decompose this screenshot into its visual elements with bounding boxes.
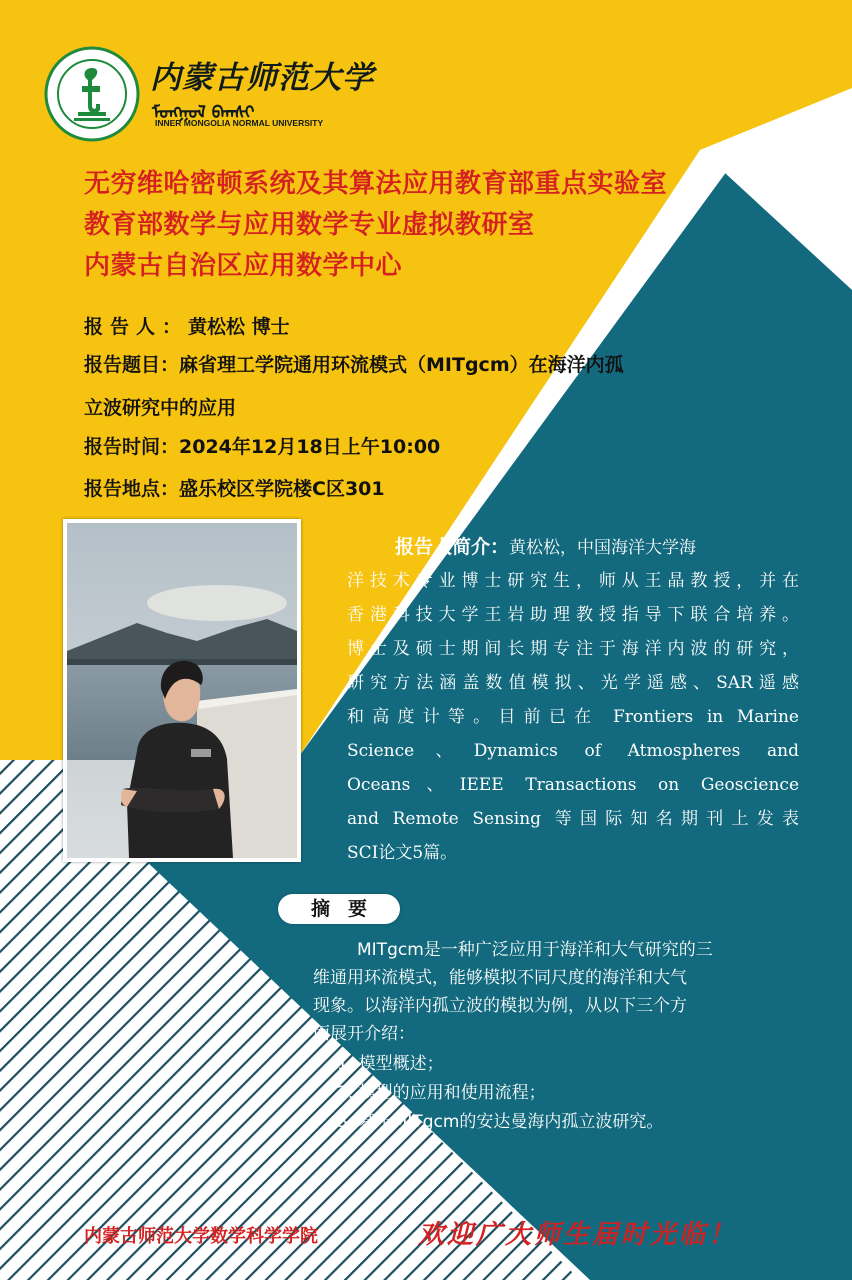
bio-line-8: Oceans、IEEE Transactions on Geoscience	[347, 775, 799, 795]
bio-line-6: 和高度计等。目前已在 Frontiers in Marine	[347, 707, 799, 727]
speaker-label: 报告人：	[84, 316, 189, 338]
time-value: 2024年12月18日上午10:00	[179, 436, 441, 458]
abstract-item-2: 2. 模型的应用和使用流程；	[337, 1083, 546, 1103]
abstract-line-1: MITgcm是一种广泛应用于海洋和大气研究的三	[357, 940, 713, 960]
bio-text-1: 黄松松，中国海洋大学海	[509, 538, 697, 558]
bio-line-10: SCI论文5篇。	[347, 843, 458, 863]
university-name-english: INNER MONGOLIA NORMAL UNIVERSITY	[155, 118, 324, 128]
university-logo	[44, 46, 140, 142]
abstract-item-1: 1. 模型概述；	[337, 1054, 444, 1074]
abstract-line-3: 现象。以海洋内孤立波的模拟为例，从以下三个方	[313, 996, 687, 1016]
abstract-item-3: 3. 基于MITgcm的安达曼海内孤立波研究。	[337, 1112, 664, 1132]
lab-title-2: 教育部数学与应用数学专业虚拟教研室	[84, 210, 535, 240]
abstract-line-4: 面展开介绍：	[313, 1024, 415, 1044]
abstract-line-2: 维通用环流模式，能够模拟不同尺度的海洋和大气	[313, 968, 687, 988]
abstract-title: 摘要	[310, 898, 385, 920]
university-name-mongolian: ᠮᠣᠩᠭᠣᠯ ᠪᠠᠭᠰᠢ	[152, 103, 255, 123]
bio-line-5: 研究方法涵盖数值模拟、光学遥感、SAR遥感	[347, 673, 799, 693]
topic-label: 报告题目：	[84, 354, 180, 376]
venue-line	[84, 474, 385, 501]
bio-line-9: and Remote Sensing 等国际知名期刊上发表	[347, 809, 799, 829]
bio-line-2: 洋技术专业博士研究生，师从王晶教授，并在	[347, 571, 799, 591]
time-label: 报告时间：	[84, 436, 180, 458]
topic-line	[84, 350, 624, 377]
lab-title-3: 内蒙古自治区应用数学中心	[84, 251, 403, 281]
speaker-line	[84, 312, 290, 339]
speaker-value: 黄松松 博士	[188, 316, 290, 338]
speaker-photo	[67, 523, 297, 858]
bio-line-3: 香港科技大学王岩助理教授指导下联合培养。	[347, 605, 799, 625]
bio-line-7: Science、Dynamics of Atmospheres and	[347, 741, 799, 761]
venue-label: 报告地点：	[84, 478, 180, 500]
bio-line-1	[395, 530, 696, 565]
bio-label: 报告人简介：	[395, 536, 510, 558]
footer-school: 内蒙古师范大学数学科学学院	[84, 1226, 318, 1247]
footer-welcome: 欢迎广大师生届时光临！	[418, 1220, 738, 1250]
time-line	[84, 432, 440, 459]
topic-value-line2: 立波研究中的应用	[84, 397, 237, 419]
university-name-chinese: 内蒙古师范大学	[150, 60, 374, 96]
topic-value-line1: 麻省理工学院通用环流模式（MITgcm）在海洋内孤	[179, 354, 624, 376]
abstract-heading-pill	[278, 894, 400, 924]
venue-value: 盛乐校区学院楼C区301	[179, 478, 385, 500]
bio-line-4: 博士及硕士期间长期专注于海洋内波的研究，	[347, 639, 799, 659]
lab-title-1: 无穷维哈密顿系统及其算法应用教育部重点实验室	[84, 169, 668, 199]
speaker-photo-frame	[63, 519, 301, 862]
